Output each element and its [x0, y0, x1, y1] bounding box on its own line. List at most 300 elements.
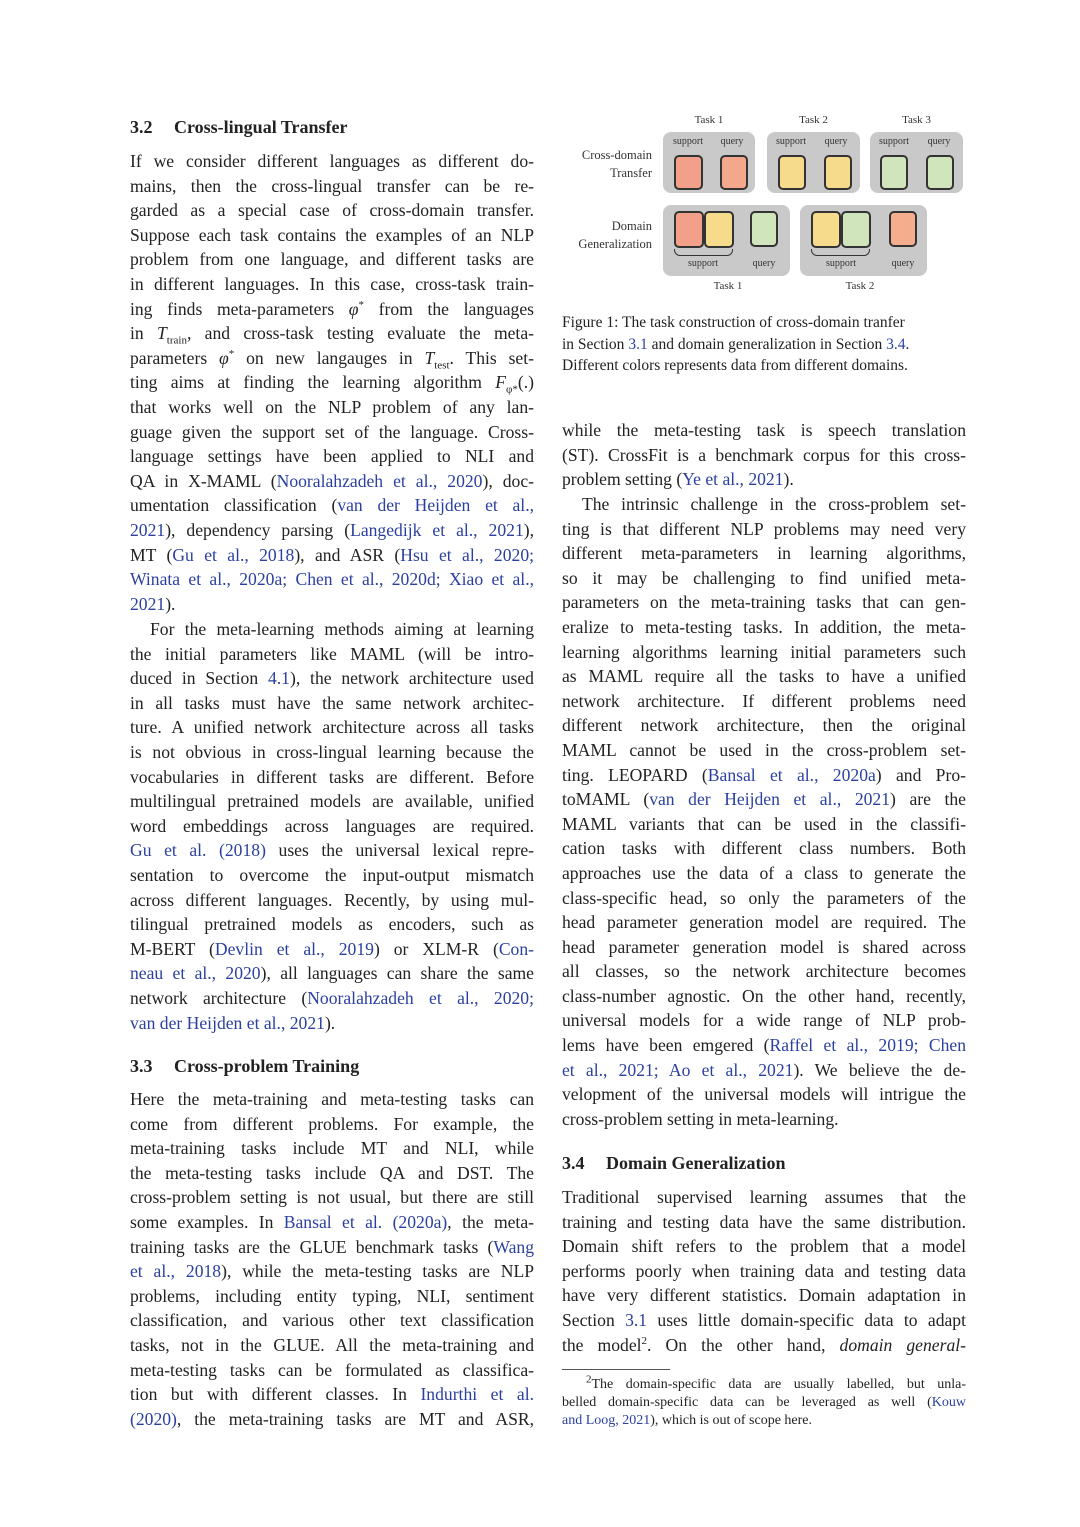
citation-link[interactable]: (2020) — [130, 1408, 177, 1429]
text-span: the model — [562, 1334, 642, 1355]
text-span: Suppose each task contains the examples of an NLP — [130, 224, 534, 245]
footnote-rule — [562, 1369, 670, 1370]
query-label: query — [752, 258, 776, 269]
text-span: MAML variants that can be used in the classifi- — [562, 813, 966, 834]
text-span: Traditional supervised learning assumes that the — [562, 1187, 966, 1207]
text-span: so it may be challenging to find unified meta- — [562, 567, 966, 588]
text-line — [130, 444, 534, 469]
text-span: , the meta- — [447, 1211, 534, 1232]
math-text: * — [228, 347, 235, 360]
text-span: ). — [324, 1012, 336, 1033]
text-line — [130, 370, 534, 395]
paragraph — [562, 418, 966, 492]
text-span: tasks, not in the GLUE. All the meta-training and — [130, 1334, 534, 1355]
task-label: Task 3 — [902, 114, 931, 126]
data-block-green — [750, 211, 778, 247]
math-text: test — [434, 359, 450, 372]
text-line — [562, 836, 966, 861]
text-line — [130, 297, 534, 322]
support-label: support — [673, 136, 703, 147]
text-span: have very different statistics. Domain adaptation in — [562, 1285, 966, 1306]
math-text: T — [424, 347, 435, 368]
text-line — [130, 247, 534, 272]
task-label: Task 1 — [694, 114, 724, 126]
text-span: toMAML ( — [562, 789, 650, 810]
text-span: . — [905, 335, 910, 353]
text-span: language settings have been applied to NLI and — [130, 446, 534, 467]
text-span: ), which is out of scope here. — [650, 1413, 812, 1428]
row-label-line: Cross-domain — [581, 148, 652, 162]
text-span: head parameter generation model are required. The — [562, 912, 966, 933]
data-block-green — [926, 155, 954, 190]
text-line — [130, 1284, 534, 1309]
text-span: and domain generalization in Section — [647, 335, 887, 353]
text-line — [562, 787, 966, 812]
text-span: across different languages. Recently, by using mul- — [130, 889, 534, 910]
text-span: problem from one language, and different tasks are — [130, 249, 534, 270]
text-line — [562, 1082, 966, 1107]
text-line — [130, 863, 534, 888]
text-span: ting is that different NLP problems may need very — [562, 518, 966, 539]
text-line — [130, 543, 534, 568]
text-span: cross-problem setting in meta-learning. — [562, 1108, 839, 1129]
text-span: Here the meta-training and meta-testing tasks can — [130, 1089, 534, 1109]
text-span: while the meta-testing task is speech translation — [562, 420, 966, 440]
citation-link[interactable]: Indurthi et al. — [420, 1384, 534, 1405]
text-span: velopment of the universal models will intrigue the — [562, 1084, 966, 1105]
text-span: (ST). CrossFit is a benchmark corpus for this cross- — [562, 444, 966, 465]
text-line — [130, 272, 534, 297]
text-line — [562, 517, 966, 542]
text-line — [130, 937, 534, 962]
data-block-yellow — [704, 211, 734, 248]
text-line — [562, 664, 966, 689]
text-line — [562, 935, 966, 960]
text-line — [562, 418, 966, 443]
text-span: in Section — [562, 335, 629, 353]
text-span: class-specific head, so only the parameters of the — [562, 887, 966, 908]
text-line — [562, 1234, 966, 1259]
text-span: duced in Section — [130, 668, 268, 689]
support-label: support — [776, 136, 806, 147]
text-span: ) are the — [890, 789, 966, 810]
text-line — [562, 492, 966, 517]
text-span: belled domain-specific data can be leveraged as well ( — [562, 1395, 932, 1410]
text-span: universal models for a wide range of NLP prob- — [562, 1010, 966, 1031]
section-number: 3.2 — [130, 117, 153, 137]
row-label-line: Generalization — [578, 237, 652, 251]
text-line — [562, 1308, 966, 1333]
citation-link[interactable]: Raffel et al., 2019; Chen — [769, 1035, 966, 1056]
text-span: ), the network architecture used — [289, 668, 534, 689]
text-span: classification, and various other text classification — [130, 1310, 534, 1331]
text-span: . This set- — [449, 347, 534, 368]
text-span: , and cross-task testing evaluate the meta- — [186, 323, 534, 344]
footnote — [562, 1373, 966, 1430]
text-line — [130, 174, 534, 199]
text-span: training and testing data have the same distribution. — [562, 1211, 966, 1232]
text-line — [130, 395, 534, 420]
citation-link[interactable]: 3.1 — [628, 335, 648, 353]
text-line — [130, 814, 534, 839]
heading-text — [130, 114, 534, 140]
text-span: approaches use the data of a class to generate the — [562, 862, 966, 883]
math-text: φ* — [506, 383, 518, 396]
text-line — [130, 1161, 534, 1186]
text-span: If we consider different languages as different do- — [130, 151, 534, 171]
text-line — [562, 640, 966, 665]
text-span: ) and Pro- — [875, 764, 966, 785]
citation-link[interactable]: 2021 — [130, 519, 166, 540]
support-label: support — [879, 136, 909, 147]
heading-text — [562, 1150, 966, 1176]
text-span: in — [130, 323, 157, 344]
text-span: ). We believe the de- — [793, 1059, 966, 1080]
text-line — [562, 763, 966, 788]
citation-link[interactable]: 4.1 — [267, 668, 290, 689]
math-text: train — [166, 334, 187, 347]
text-line — [130, 518, 534, 543]
citation-link[interactable]: Ye et al., 2021 — [682, 469, 784, 490]
query-label: query — [720, 136, 744, 147]
data-block-red — [674, 211, 704, 248]
text-span: head parameter generation model is shared across — [562, 936, 966, 957]
text-span: tion but with different classes. In — [130, 1384, 421, 1405]
text-span: The domain-specific data are usually labelled, but unla- — [591, 1377, 966, 1392]
text-line — [562, 1283, 966, 1308]
text-line — [562, 615, 966, 640]
task-label: Task 2 — [845, 280, 875, 292]
text-span: ), while the meta-testing tasks are NLP — [221, 1261, 534, 1282]
text-span: . On the other hand, — [647, 1334, 840, 1355]
text-line — [130, 715, 534, 740]
text-line — [562, 1185, 966, 1210]
text-line — [130, 691, 534, 716]
text-span: all classes, so the network architecture becomes — [562, 961, 966, 982]
data-block-red — [720, 155, 748, 190]
text-line — [562, 566, 966, 591]
text-span: is not obvious in cross-lingual learning because the — [130, 741, 534, 762]
text-line — [562, 1412, 966, 1430]
text-span: Section — [562, 1309, 626, 1330]
text-line — [130, 223, 534, 248]
math-text: domain general- — [839, 1334, 966, 1355]
citation-link[interactable]: van der Heijden et al., — [337, 495, 534, 516]
query-label: query — [824, 136, 848, 147]
text-line — [130, 1358, 534, 1383]
text-line — [130, 567, 534, 592]
text-line — [130, 888, 534, 913]
text-line — [130, 912, 534, 937]
task-label: Task 2 — [799, 114, 828, 126]
figure-caption — [562, 312, 966, 377]
text-span: The intrinsic challenge in the cross-problem set- — [582, 494, 966, 514]
text-line — [562, 886, 966, 911]
citation-link[interactable]: Gu et al., 2018 — [172, 544, 295, 565]
text-span: the initial parameters like MAML (will be intro- — [130, 643, 534, 664]
query-label: query — [927, 136, 951, 147]
text-line — [130, 1112, 534, 1137]
text-line — [562, 334, 966, 356]
text-span: some examples. In — [130, 1211, 284, 1232]
citation-link[interactable]: Hsu et al., 2020; — [400, 544, 535, 565]
math-text: * — [358, 298, 365, 311]
text-span: For the meta-learning methods aiming at learning — [150, 619, 534, 639]
heading-text — [130, 1053, 534, 1079]
text-line — [130, 961, 534, 986]
text-line — [562, 443, 966, 468]
text-line — [130, 1259, 534, 1284]
text-span: ), and ASR ( — [294, 544, 401, 565]
text-span: ). — [783, 469, 794, 490]
figure-1 — [560, 110, 970, 300]
data-block-green — [841, 211, 871, 248]
support-label: support — [826, 258, 856, 269]
citation-link[interactable]: Winata et al., 2020a; Chen et al., 2020d; Xiao et al., — [130, 569, 534, 590]
citation-link[interactable]: Kouw — [931, 1395, 966, 1410]
data-block-yellow — [824, 155, 852, 190]
citation-link[interactable]: Nooralahzadeh et al., 2020 — [276, 470, 483, 491]
text-line — [130, 986, 534, 1011]
text-span: tilingual pretrained models as encoders, such as — [130, 914, 534, 935]
text-line — [562, 541, 966, 566]
text-span: sentation to overcome the input-output mismatch — [130, 864, 534, 885]
text-line — [562, 590, 966, 615]
text-span: Figure 1: The task construction of cross-domain tranfer — [562, 314, 905, 331]
text-span: ture. A unified network architecture across all tasks — [130, 717, 534, 738]
text-line — [562, 861, 966, 886]
text-line — [130, 1011, 534, 1036]
text-line — [130, 1087, 534, 1112]
text-span: from the languages — [364, 298, 534, 319]
citation-link[interactable]: Bansal et al., 2020a — [707, 764, 876, 785]
text-span: problem setting ( — [562, 469, 683, 490]
text-span: word embeddings across languages are required. — [130, 815, 534, 836]
text-line — [562, 1373, 966, 1394]
text-line — [130, 1210, 534, 1235]
text-span: cation tasks with different class numbers. Both — [562, 838, 966, 859]
citation-link[interactable]: Bansal et al. (2020a) — [283, 1211, 448, 1232]
text-span: on new langauges in — [234, 347, 425, 368]
paragraph — [562, 1185, 966, 1357]
paragraph — [130, 1087, 534, 1431]
citation-link[interactable]: van der Heijden et al., 2021 — [130, 1012, 325, 1033]
text-line — [562, 1058, 966, 1083]
citation-link[interactable]: Wang — [493, 1236, 534, 1257]
text-line — [562, 467, 966, 492]
text-line — [130, 1308, 534, 1333]
text-line — [130, 321, 534, 346]
text-span: that works well on the NLP problem of any lan- — [130, 396, 534, 417]
data-block-yellow — [778, 155, 806, 190]
text-span: ), dependency parsing ( — [165, 519, 351, 540]
section-title: Cross-lingual Transfer — [174, 117, 348, 137]
text-span: uses little domain-specific data to adapt — [647, 1309, 966, 1330]
text-line — [562, 1033, 966, 1058]
text-span: the meta-testing tasks include QA and DST. The — [130, 1162, 534, 1183]
text-line — [130, 1333, 534, 1358]
math-text: F — [495, 372, 507, 393]
text-line — [130, 592, 534, 617]
text-span: different meta-parameters in learning algorithms, — [562, 543, 966, 564]
text-span: ting. LEOPARD ( — [562, 764, 708, 785]
section-number: 3.3 — [130, 1056, 153, 1076]
text-span: network architecture. If different problems need — [562, 690, 966, 711]
row-label-domain-generalization — [560, 217, 652, 253]
math-text: 2 — [586, 1373, 592, 1386]
citation-link[interactable]: Langedijk et al., 2021 — [350, 519, 524, 540]
text-span: cross-problem setting is not usual, but there are still — [130, 1187, 534, 1208]
text-line — [562, 1008, 966, 1033]
text-line — [130, 1235, 534, 1260]
text-line — [562, 1333, 966, 1358]
text-line — [130, 469, 534, 494]
section-heading — [562, 1150, 966, 1176]
text-span: uses the universal lexical repre- — [265, 840, 534, 861]
text-line — [130, 838, 534, 863]
text-line — [562, 812, 966, 837]
paragraph — [562, 492, 966, 1131]
data-block-orange — [889, 211, 917, 247]
text-line — [130, 1407, 534, 1432]
paragraph — [130, 149, 534, 616]
text-span: (.) — [517, 372, 534, 393]
text-line — [130, 740, 534, 765]
text-line — [562, 355, 966, 377]
data-block-green — [880, 155, 908, 190]
text-line — [130, 666, 534, 691]
text-span: MAML cannot be used in the cross-problem set- — [562, 739, 966, 760]
citation-link[interactable]: neau et al., 2020 — [130, 963, 261, 984]
text-line — [562, 713, 966, 738]
text-line — [130, 642, 534, 667]
text-span: umentation classification ( — [130, 495, 338, 516]
text-line — [562, 910, 966, 935]
text-span: ing finds meta-parameters — [130, 298, 349, 319]
task-label: Task 1 — [713, 280, 743, 292]
math-text: T — [157, 323, 167, 344]
text-span: training tasks are the GLUE benchmark tasks ( — [130, 1236, 494, 1257]
paragraph — [130, 617, 534, 1035]
text-line — [130, 493, 534, 518]
text-span: class-number agnostic. On the other hand, recently, — [562, 985, 966, 1006]
text-line — [562, 1210, 966, 1235]
text-span: learning algorithms learning initial parameters such — [562, 641, 966, 662]
text-line — [562, 738, 966, 763]
text-span: problems, including entity typing, NLI, sentiment — [130, 1285, 534, 1306]
text-span: lems have been emgered ( — [562, 1035, 770, 1056]
text-span: ), doc- — [482, 470, 534, 491]
row-label-line: Transfer — [610, 166, 652, 180]
text-span: garded as a special case of cross-domain transfer. — [130, 200, 534, 221]
text-line — [130, 765, 534, 790]
text-line — [562, 1259, 966, 1284]
row-label-line: Domain — [611, 219, 652, 233]
text-line — [130, 420, 534, 445]
text-span: network architecture ( — [130, 987, 308, 1008]
text-line — [562, 312, 966, 334]
text-span: ), — [523, 519, 535, 540]
math-text: φ — [219, 347, 229, 368]
text-span: parameters — [130, 347, 220, 368]
section-number: 3.4 — [562, 1153, 585, 1173]
text-line — [562, 984, 966, 1009]
text-line — [130, 198, 534, 223]
citation-link[interactable]: and Loog, 2021 — [562, 1413, 651, 1428]
citation-link[interactable]: van der Heijden et al., 2021 — [649, 789, 891, 810]
citation-link[interactable]: 2021 — [130, 593, 166, 614]
text-line — [130, 1185, 534, 1210]
text-span: ). — [165, 593, 176, 614]
text-span: mains, then the cross-lingual transfer can be re- — [130, 175, 534, 196]
row-label-cross-domain — [560, 146, 652, 182]
text-span: ting aims at finding the learning algorithm — [130, 372, 496, 393]
text-span: ), all languages can share the same — [260, 963, 534, 984]
section-title: Cross-problem Training — [174, 1056, 360, 1076]
text-span: meta-testing tasks can be formulated as classifica- — [130, 1359, 534, 1380]
text-line — [130, 1382, 534, 1407]
text-line — [562, 959, 966, 984]
text-span: eralize to meta-testing tasks. In addition, the meta- — [562, 616, 966, 637]
citation-link[interactable]: 3.4 — [886, 335, 906, 353]
citation-link[interactable]: Gu et al. (2018) — [130, 840, 266, 861]
citation-link[interactable]: et al., 2018 — [130, 1261, 222, 1282]
text-span: in all tasks must have the same network architec- — [130, 692, 534, 713]
citation-link[interactable]: Nooralahzadeh et al., 2020; — [307, 987, 534, 1008]
citation-link[interactable]: 3.1 — [625, 1309, 648, 1330]
text-span: parameters on the meta-training tasks that can gen- — [562, 592, 966, 613]
support-brace — [674, 249, 733, 256]
text-line — [130, 789, 534, 814]
section-title: Domain Generalization — [606, 1153, 786, 1173]
text-line — [562, 689, 966, 714]
text-span: come from different problems. For example, the — [130, 1113, 534, 1134]
text-span: different network architecture, then the original — [562, 715, 966, 736]
text-span: ) or XLM-R ( — [373, 938, 499, 959]
section-heading — [130, 1053, 534, 1079]
citation-link[interactable]: Devlin et al., 2019 — [214, 938, 374, 959]
query-label: query — [891, 258, 915, 269]
data-block-red — [674, 155, 703, 190]
text-line — [130, 149, 534, 174]
text-span: performs poorly when training data and testing data — [562, 1260, 966, 1281]
support-label: support — [688, 258, 718, 269]
citation-link[interactable]: et al., 2021; Ao et al., 2021 — [562, 1059, 794, 1080]
text-span: guage given the support set of the language. Cross- — [130, 421, 534, 442]
text-line — [130, 617, 534, 642]
section-heading — [130, 114, 534, 140]
text-line — [130, 1136, 534, 1161]
text-span: Domain shift refers to the problem that a model — [562, 1236, 966, 1257]
text-span: as MAML require all the tasks to have a unified — [562, 666, 966, 687]
support-brace — [811, 249, 870, 256]
text-span: , the meta-training tasks are MT and ASR, — [176, 1408, 534, 1429]
text-span: M-BERT ( — [130, 938, 215, 959]
citation-link[interactable]: Con- — [498, 938, 534, 959]
math-text: φ — [348, 298, 359, 319]
text-span: Different colors represents data from different domains. — [562, 357, 908, 374]
data-block-yellow — [811, 211, 841, 248]
text-line — [562, 1107, 966, 1132]
text-span: in different languages. In this case, cross-task train- — [130, 273, 534, 294]
text-span: MT ( — [130, 544, 173, 565]
math-text: 2 — [641, 1334, 648, 1347]
text-span: QA in X-MAML ( — [130, 470, 277, 491]
text-span: meta-training tasks include MT and NLI, while — [130, 1138, 534, 1159]
text-line — [130, 346, 534, 371]
text-span: vocabularies in different tasks are different. Before — [130, 766, 534, 787]
text-line — [562, 1394, 966, 1412]
